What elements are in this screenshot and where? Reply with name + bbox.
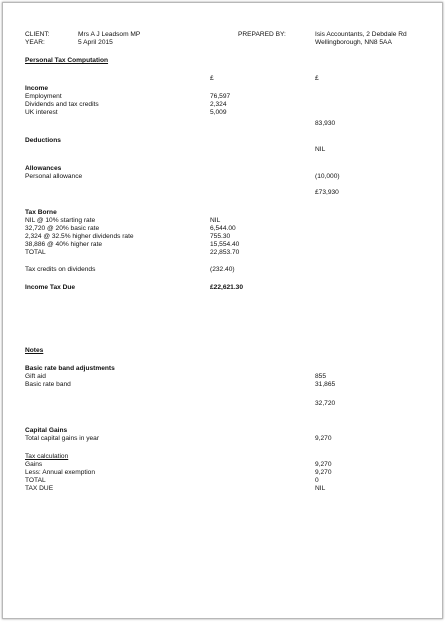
tax-borne-row-value: 6,544.00	[210, 225, 236, 232]
income-row-label: Dividends and tax credits	[25, 101, 99, 108]
income-row-label: UK interest	[25, 109, 58, 116]
year-value: 5 April 2015	[78, 39, 113, 46]
income-row-value: 5,009	[210, 109, 227, 116]
income-tax-due-label: Income Tax Due	[25, 284, 76, 291]
tax-borne-row-value: 15,554.40	[210, 241, 240, 248]
capital-gains-value: 9,270	[315, 435, 332, 442]
band-row-label: Gift aid	[25, 373, 46, 380]
document-page	[2, 2, 443, 619]
cgt-calc-row-value: 0	[315, 477, 319, 484]
tax-borne-row-label: 32,720 @ 20% basic rate	[25, 225, 100, 232]
income-tax-due-value: £22,621.30	[210, 284, 244, 291]
currency-column-3: £	[315, 75, 319, 82]
tax-borne-row-label: TOTAL	[25, 249, 46, 256]
prepared-label: PREPARED BY:	[238, 31, 286, 38]
deductions-value: NIL	[315, 146, 326, 153]
deductions-heading: Deductions	[25, 137, 61, 144]
tax-borne-row-label: 38,886 @ 40% higher rate	[25, 241, 103, 248]
cgt-calc-row-value: NIL	[315, 485, 326, 492]
client-label: CLIENT:	[25, 31, 50, 38]
year-label: YEAR:	[25, 39, 45, 46]
capital-gains-label: Total capital gains in year	[25, 435, 100, 442]
tax-credits-label: Tax credits on dividends	[25, 266, 96, 273]
tax-borne-row-value: 755.30	[210, 233, 231, 240]
allowances-subtotal: £73,930	[315, 189, 339, 196]
allowance-label: Personal allowance	[25, 173, 83, 180]
prepared-line-2: Wellingborough, NN8 5AA	[315, 39, 392, 46]
prepared-line-1: Isis Accountants, 2 Debdale Rd	[315, 31, 407, 38]
income-row-value: 76,597	[210, 93, 231, 100]
income-row-label: Employment	[25, 93, 62, 100]
allowance-value: (10,000)	[315, 173, 340, 180]
cgt-calc-row-label: Less: Annual exemption	[25, 469, 96, 476]
band-row-value: 855	[315, 373, 327, 380]
tax-calculation-heading: Tax calculation	[25, 453, 69, 460]
capital-gains-heading: Capital Gains	[25, 427, 68, 434]
band-adjustments-heading: Basic rate band adjustments	[25, 365, 115, 372]
cgt-calc-row-label: Gains	[25, 461, 43, 468]
client-value: Mrs A J Leadsom MP	[78, 31, 141, 38]
tax-borne-row-label: 2,324 @ 32.5% higher dividends rate	[25, 233, 134, 240]
tax-borne-row-value: NIL	[210, 217, 221, 224]
tax-borne-heading: Tax Borne	[25, 209, 57, 216]
tax-borne-row-value: 22,853.70	[210, 249, 240, 256]
cgt-calc-row-value: 9,270	[315, 469, 332, 476]
income-total: 83,930	[315, 120, 336, 127]
currency-column-2: £	[210, 75, 214, 82]
cgt-calc-row-value: 9,270	[315, 461, 332, 468]
income-heading: Income	[25, 85, 49, 92]
cgt-calc-row-label: TAX DUE	[25, 485, 54, 492]
cgt-calc-row-label: TOTAL	[25, 477, 46, 484]
income-row-value: 2,324	[210, 101, 227, 108]
allowances-heading: Allowances	[25, 165, 62, 172]
tax-credits-value: (232.40)	[210, 266, 235, 273]
tax-borne-row-label: NIL @ 10% starting rate	[25, 217, 96, 224]
document-title: Personal Tax Computation	[25, 57, 109, 64]
band-row-label: Basic rate band	[25, 381, 71, 388]
notes-heading: Notes	[25, 347, 44, 354]
band-row-value: 31,865	[315, 381, 336, 388]
band-total: 32,720	[315, 400, 336, 407]
